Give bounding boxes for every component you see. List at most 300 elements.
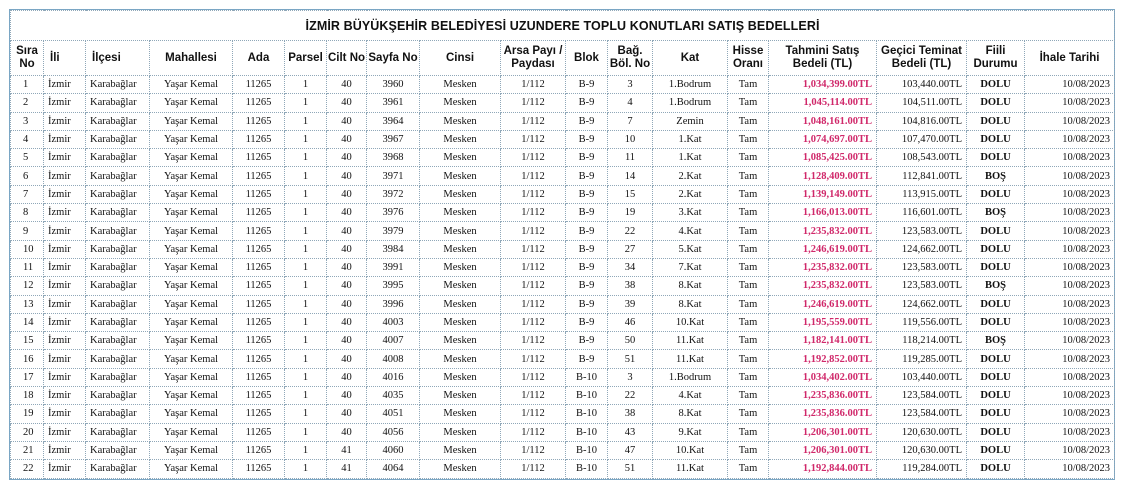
cell-hisse: Tam	[728, 313, 769, 331]
cell-bag: 19	[608, 204, 653, 222]
cell-cinsi: Mesken	[420, 222, 501, 240]
cell-cinsi: Mesken	[420, 204, 501, 222]
cell-bag: 43	[608, 423, 653, 441]
cell-teminat: 103,440.00TL	[877, 368, 967, 386]
cell-il: İzmir	[44, 350, 86, 368]
cell-il: İzmir	[44, 368, 86, 386]
cell-hisse: Tam	[728, 258, 769, 276]
cell-ada: 11265	[233, 350, 285, 368]
cell-cilt: 40	[327, 149, 367, 167]
cell-kat: 11.Kat	[653, 460, 728, 478]
cell-bedel: 1,206,301.00TL	[769, 423, 877, 441]
table-row	[11, 441, 1115, 459]
cell-parsel: 1	[285, 277, 327, 295]
cell-sayfa: 3964	[367, 112, 420, 130]
cell-cilt: 40	[327, 423, 367, 441]
cell-ihale: 10/08/2023	[1025, 460, 1115, 478]
col-header-hisse: Hisse Oranı	[728, 41, 769, 76]
cell-blok: B-9	[566, 149, 608, 167]
cell-cinsi: Mesken	[420, 387, 501, 405]
cell-fiili: DOLU	[967, 112, 1025, 130]
cell-ilce: Karabağlar	[86, 332, 150, 350]
cell-ilce: Karabağlar	[86, 112, 150, 130]
cell-fiili: BOŞ	[967, 277, 1025, 295]
cell-ihale: 10/08/2023	[1025, 240, 1115, 258]
cell-ada: 11265	[233, 76, 285, 94]
cell-arsa: 1/112	[501, 185, 566, 203]
cell-ihale: 10/08/2023	[1025, 76, 1115, 94]
cell-sayfa: 4003	[367, 313, 420, 331]
cell-cilt: 41	[327, 441, 367, 459]
cell-ada: 11265	[233, 277, 285, 295]
cell-parsel: 1	[285, 441, 327, 459]
cell-cinsi: Mesken	[420, 350, 501, 368]
cell-bedel: 1,235,832.00TL	[769, 277, 877, 295]
cell-kat: 8.Kat	[653, 405, 728, 423]
cell-il: İzmir	[44, 258, 86, 276]
cell-bag: 22	[608, 387, 653, 405]
cell-ihale: 10/08/2023	[1025, 387, 1115, 405]
cell-parsel: 1	[285, 112, 327, 130]
cell-mahalle: Yaşar Kemal	[150, 387, 233, 405]
cell-bag: 10	[608, 130, 653, 148]
cell-fiili: BOŞ	[967, 204, 1025, 222]
cell-il: İzmir	[44, 405, 86, 423]
cell-arsa: 1/112	[501, 387, 566, 405]
cell-bedel: 1,074,697.00TL	[769, 130, 877, 148]
cell-bag: 3	[608, 76, 653, 94]
cell-bag: 38	[608, 277, 653, 295]
cell-mahalle: Yaşar Kemal	[150, 222, 233, 240]
cell-ada: 11265	[233, 185, 285, 203]
col-header-sira: Sıra No	[11, 41, 44, 76]
cell-fiili: DOLU	[967, 441, 1025, 459]
header-row	[11, 41, 1115, 76]
cell-ilce: Karabağlar	[86, 258, 150, 276]
cell-bedel: 1,195,559.00TL	[769, 313, 877, 331]
cell-mahalle: Yaşar Kemal	[150, 332, 233, 350]
cell-sayfa: 3961	[367, 94, 420, 112]
cell-ada: 11265	[233, 204, 285, 222]
cell-il: İzmir	[44, 423, 86, 441]
cell-blok: B-9	[566, 277, 608, 295]
cell-hisse: Tam	[728, 204, 769, 222]
cell-cilt: 40	[327, 332, 367, 350]
table-row	[11, 130, 1115, 148]
cell-ihale: 10/08/2023	[1025, 258, 1115, 276]
col-header-blok: Blok	[566, 41, 608, 76]
cell-ilce: Karabağlar	[86, 350, 150, 368]
cell-hisse: Tam	[728, 222, 769, 240]
cell-arsa: 1/112	[501, 460, 566, 478]
cell-ilce: Karabağlar	[86, 460, 150, 478]
cell-arsa: 1/112	[501, 277, 566, 295]
table-row	[11, 112, 1115, 130]
cell-sayfa: 3968	[367, 149, 420, 167]
cell-fiili: DOLU	[967, 76, 1025, 94]
cell-cilt: 40	[327, 387, 367, 405]
cell-cinsi: Mesken	[420, 112, 501, 130]
cell-arsa: 1/112	[501, 295, 566, 313]
cell-ilce: Karabağlar	[86, 185, 150, 203]
col-header-cinsi: Cinsi	[420, 41, 501, 76]
cell-parsel: 1	[285, 94, 327, 112]
cell-sira: 15	[11, 332, 44, 350]
cell-sayfa: 3972	[367, 185, 420, 203]
table-row	[11, 295, 1115, 313]
cell-cilt: 40	[327, 368, 367, 386]
cell-parsel: 1	[285, 149, 327, 167]
cell-parsel: 1	[285, 76, 327, 94]
cell-ihale: 10/08/2023	[1025, 204, 1115, 222]
cell-ihale: 10/08/2023	[1025, 222, 1115, 240]
cell-hisse: Tam	[728, 149, 769, 167]
cell-bedel: 1,235,832.00TL	[769, 222, 877, 240]
cell-kat: 2.Kat	[653, 185, 728, 203]
col-header-cilt: Cilt No	[327, 41, 367, 76]
cell-ihale: 10/08/2023	[1025, 313, 1115, 331]
cell-bedel: 1,034,402.00TL	[769, 368, 877, 386]
cell-blok: B-9	[566, 76, 608, 94]
cell-ilce: Karabağlar	[86, 441, 150, 459]
cell-ada: 11265	[233, 313, 285, 331]
cell-fiili: DOLU	[967, 423, 1025, 441]
cell-bedel: 1,045,114.00TL	[769, 94, 877, 112]
cell-mahalle: Yaşar Kemal	[150, 295, 233, 313]
cell-il: İzmir	[44, 387, 86, 405]
cell-sira: 19	[11, 405, 44, 423]
cell-cinsi: Mesken	[420, 313, 501, 331]
cell-sayfa: 4056	[367, 423, 420, 441]
cell-kat: 9.Kat	[653, 423, 728, 441]
cell-hisse: Tam	[728, 332, 769, 350]
cell-ihale: 10/08/2023	[1025, 295, 1115, 313]
cell-parsel: 1	[285, 332, 327, 350]
cell-kat: 8.Kat	[653, 277, 728, 295]
cell-cilt: 40	[327, 167, 367, 185]
cell-teminat: 116,601.00TL	[877, 204, 967, 222]
cell-teminat: 107,470.00TL	[877, 130, 967, 148]
cell-parsel: 1	[285, 167, 327, 185]
cell-sayfa: 4060	[367, 441, 420, 459]
cell-arsa: 1/112	[501, 167, 566, 185]
cell-mahalle: Yaşar Kemal	[150, 368, 233, 386]
table-row	[11, 258, 1115, 276]
cell-parsel: 1	[285, 258, 327, 276]
cell-parsel: 1	[285, 368, 327, 386]
cell-arsa: 1/112	[501, 441, 566, 459]
cell-bag: 22	[608, 222, 653, 240]
cell-bedel: 1,192,844.00TL	[769, 460, 877, 478]
cell-teminat: 123,584.00TL	[877, 387, 967, 405]
cell-cinsi: Mesken	[420, 167, 501, 185]
table-row	[11, 405, 1115, 423]
cell-sira: 4	[11, 130, 44, 148]
cell-sira: 2	[11, 94, 44, 112]
cell-fiili: DOLU	[967, 130, 1025, 148]
cell-sira: 12	[11, 277, 44, 295]
cell-cinsi: Mesken	[420, 149, 501, 167]
cell-parsel: 1	[285, 387, 327, 405]
cell-sira: 10	[11, 240, 44, 258]
table-row	[11, 350, 1115, 368]
cell-parsel: 1	[285, 313, 327, 331]
cell-hisse: Tam	[728, 76, 769, 94]
cell-blok: B-10	[566, 368, 608, 386]
cell-ihale: 10/08/2023	[1025, 167, 1115, 185]
title-row	[11, 11, 1115, 41]
cell-ilce: Karabağlar	[86, 368, 150, 386]
cell-kat: 4.Kat	[653, 387, 728, 405]
cell-mahalle: Yaşar Kemal	[150, 94, 233, 112]
cell-kat: Zemin	[653, 112, 728, 130]
cell-bag: 47	[608, 441, 653, 459]
cell-hisse: Tam	[728, 277, 769, 295]
cell-mahalle: Yaşar Kemal	[150, 460, 233, 478]
cell-il: İzmir	[44, 240, 86, 258]
cell-il: İzmir	[44, 130, 86, 148]
cell-arsa: 1/112	[501, 112, 566, 130]
cell-teminat: 119,284.00TL	[877, 460, 967, 478]
cell-bedel: 1,235,836.00TL	[769, 405, 877, 423]
cell-sira: 18	[11, 387, 44, 405]
cell-ilce: Karabağlar	[86, 76, 150, 94]
table-row	[11, 94, 1115, 112]
cell-arsa: 1/112	[501, 222, 566, 240]
cell-cilt: 40	[327, 94, 367, 112]
cell-cinsi: Mesken	[420, 130, 501, 148]
cell-kat: 5.Kat	[653, 240, 728, 258]
cell-il: İzmir	[44, 204, 86, 222]
sheet-title: İZMİR BÜYÜKŞEHİR BELEDİYESİ UZUNDERE TOPLU KONUTLARI SATIŞ BEDELLERİ	[11, 11, 1115, 41]
cell-cilt: 40	[327, 258, 367, 276]
cell-arsa: 1/112	[501, 405, 566, 423]
cell-bedel: 1,235,832.00TL	[769, 258, 877, 276]
cell-arsa: 1/112	[501, 240, 566, 258]
cell-ilce: Karabağlar	[86, 295, 150, 313]
cell-fiili: DOLU	[967, 313, 1025, 331]
cell-arsa: 1/112	[501, 332, 566, 350]
cell-fiili: DOLU	[967, 295, 1025, 313]
cell-hisse: Tam	[728, 405, 769, 423]
col-header-bedel: Tahmini Satış Bedeli (TL)	[769, 41, 877, 76]
cell-ihale: 10/08/2023	[1025, 130, 1115, 148]
table-row	[11, 460, 1115, 478]
table-row	[11, 167, 1115, 185]
cell-sayfa: 4008	[367, 350, 420, 368]
cell-ada: 11265	[233, 441, 285, 459]
cell-kat: 10.Kat	[653, 441, 728, 459]
cell-bedel: 1,246,619.00TL	[769, 240, 877, 258]
cell-sira: 5	[11, 149, 44, 167]
cell-teminat: 124,662.00TL	[877, 295, 967, 313]
cell-parsel: 1	[285, 240, 327, 258]
cell-bag: 27	[608, 240, 653, 258]
cell-bag: 38	[608, 405, 653, 423]
cell-ihale: 10/08/2023	[1025, 405, 1115, 423]
cell-ilce: Karabağlar	[86, 313, 150, 331]
cell-sira: 9	[11, 222, 44, 240]
col-header-il: İli	[44, 41, 86, 76]
cell-cinsi: Mesken	[420, 368, 501, 386]
cell-il: İzmir	[44, 185, 86, 203]
cell-ihale: 10/08/2023	[1025, 94, 1115, 112]
cell-cinsi: Mesken	[420, 332, 501, 350]
cell-parsel: 1	[285, 295, 327, 313]
cell-ihale: 10/08/2023	[1025, 368, 1115, 386]
cell-sayfa: 3984	[367, 240, 420, 258]
cell-cilt: 40	[327, 204, 367, 222]
cell-il: İzmir	[44, 460, 86, 478]
cell-sayfa: 3979	[367, 222, 420, 240]
cell-blok: B-10	[566, 387, 608, 405]
cell-hisse: Tam	[728, 387, 769, 405]
cell-bedel: 1,166,013.00TL	[769, 204, 877, 222]
cell-blok: B-10	[566, 460, 608, 478]
cell-fiili: DOLU	[967, 460, 1025, 478]
cell-ada: 11265	[233, 387, 285, 405]
cell-sayfa: 4007	[367, 332, 420, 350]
cell-il: İzmir	[44, 332, 86, 350]
cell-mahalle: Yaşar Kemal	[150, 185, 233, 203]
col-header-bag: Bağ. Böl. No	[608, 41, 653, 76]
cell-bag: 14	[608, 167, 653, 185]
cell-ada: 11265	[233, 167, 285, 185]
cell-ilce: Karabağlar	[86, 277, 150, 295]
cell-ada: 11265	[233, 368, 285, 386]
cell-ihale: 10/08/2023	[1025, 112, 1115, 130]
cell-teminat: 112,841.00TL	[877, 167, 967, 185]
cell-kat: 1.Kat	[653, 130, 728, 148]
cell-sayfa: 3960	[367, 76, 420, 94]
cell-il: İzmir	[44, 167, 86, 185]
cell-fiili: DOLU	[967, 94, 1025, 112]
cell-ilce: Karabağlar	[86, 204, 150, 222]
cell-sira: 7	[11, 185, 44, 203]
cell-ihale: 10/08/2023	[1025, 149, 1115, 167]
cell-ilce: Karabağlar	[86, 222, 150, 240]
cell-sayfa: 4016	[367, 368, 420, 386]
cell-il: İzmir	[44, 76, 86, 94]
cell-cilt: 40	[327, 185, 367, 203]
cell-ilce: Karabağlar	[86, 240, 150, 258]
cell-il: İzmir	[44, 112, 86, 130]
cell-fiili: DOLU	[967, 185, 1025, 203]
table-body	[11, 76, 1115, 479]
cell-sira: 8	[11, 204, 44, 222]
cell-blok: B-9	[566, 112, 608, 130]
cell-ilce: Karabağlar	[86, 405, 150, 423]
cell-teminat: 123,584.00TL	[877, 405, 967, 423]
cell-ada: 11265	[233, 240, 285, 258]
cell-ihale: 10/08/2023	[1025, 332, 1115, 350]
cell-kat: 1.Bodrum	[653, 368, 728, 386]
cell-blok: B-9	[566, 240, 608, 258]
cell-teminat: 113,915.00TL	[877, 185, 967, 203]
cell-bedel: 1,182,141.00TL	[769, 332, 877, 350]
cell-kat: 3.Kat	[653, 204, 728, 222]
cell-mahalle: Yaşar Kemal	[150, 76, 233, 94]
cell-teminat: 108,543.00TL	[877, 149, 967, 167]
cell-parsel: 1	[285, 460, 327, 478]
cell-mahalle: Yaşar Kemal	[150, 204, 233, 222]
cell-ada: 11265	[233, 295, 285, 313]
cell-sira: 6	[11, 167, 44, 185]
cell-kat: 7.Kat	[653, 258, 728, 276]
cell-cilt: 41	[327, 460, 367, 478]
cell-blok: B-10	[566, 423, 608, 441]
cell-parsel: 1	[285, 185, 327, 203]
cell-mahalle: Yaşar Kemal	[150, 423, 233, 441]
cell-bag: 11	[608, 149, 653, 167]
cell-blok: B-9	[566, 204, 608, 222]
cell-cilt: 40	[327, 277, 367, 295]
cell-ada: 11265	[233, 222, 285, 240]
cell-ilce: Karabağlar	[86, 423, 150, 441]
cell-parsel: 1	[285, 405, 327, 423]
cell-hisse: Tam	[728, 441, 769, 459]
cell-sira: 13	[11, 295, 44, 313]
cell-blok: B-9	[566, 258, 608, 276]
cell-kat: 8.Kat	[653, 295, 728, 313]
cell-bag: 50	[608, 332, 653, 350]
cell-fiili: DOLU	[967, 240, 1025, 258]
col-header-mahalle: Mahallesi	[150, 41, 233, 76]
cell-hisse: Tam	[728, 94, 769, 112]
cell-cinsi: Mesken	[420, 277, 501, 295]
cell-fiili: DOLU	[967, 258, 1025, 276]
cell-kat: 1.Bodrum	[653, 76, 728, 94]
cell-bag: 39	[608, 295, 653, 313]
col-header-sayfa: Sayfa No	[367, 41, 420, 76]
cell-cilt: 40	[327, 222, 367, 240]
cell-teminat: 123,583.00TL	[877, 277, 967, 295]
cell-arsa: 1/112	[501, 204, 566, 222]
table-row	[11, 76, 1115, 94]
sales-price-table	[10, 10, 1115, 479]
cell-ada: 11265	[233, 258, 285, 276]
cell-bedel: 1,139,149.00TL	[769, 185, 877, 203]
cell-blok: B-9	[566, 350, 608, 368]
cell-parsel: 1	[285, 423, 327, 441]
cell-bag: 46	[608, 313, 653, 331]
cell-il: İzmir	[44, 277, 86, 295]
cell-hisse: Tam	[728, 185, 769, 203]
cell-sayfa: 3976	[367, 204, 420, 222]
cell-cilt: 40	[327, 112, 367, 130]
cell-sayfa: 3967	[367, 130, 420, 148]
cell-sira: 11	[11, 258, 44, 276]
cell-blok: B-9	[566, 313, 608, 331]
cell-ihale: 10/08/2023	[1025, 423, 1115, 441]
cell-il: İzmir	[44, 441, 86, 459]
cell-cinsi: Mesken	[420, 185, 501, 203]
cell-cinsi: Mesken	[420, 423, 501, 441]
cell-blok: B-9	[566, 295, 608, 313]
cell-bedel: 1,128,409.00TL	[769, 167, 877, 185]
cell-arsa: 1/112	[501, 76, 566, 94]
cell-ilce: Karabağlar	[86, 167, 150, 185]
cell-ilce: Karabağlar	[86, 387, 150, 405]
col-header-ilce: İlçesi	[86, 41, 150, 76]
cell-cinsi: Mesken	[420, 405, 501, 423]
cell-bedel: 1,192,852.00TL	[769, 350, 877, 368]
cell-mahalle: Yaşar Kemal	[150, 240, 233, 258]
col-header-parsel: Parsel	[285, 41, 327, 76]
cell-teminat: 123,583.00TL	[877, 258, 967, 276]
cell-teminat: 120,630.00TL	[877, 441, 967, 459]
cell-mahalle: Yaşar Kemal	[150, 277, 233, 295]
